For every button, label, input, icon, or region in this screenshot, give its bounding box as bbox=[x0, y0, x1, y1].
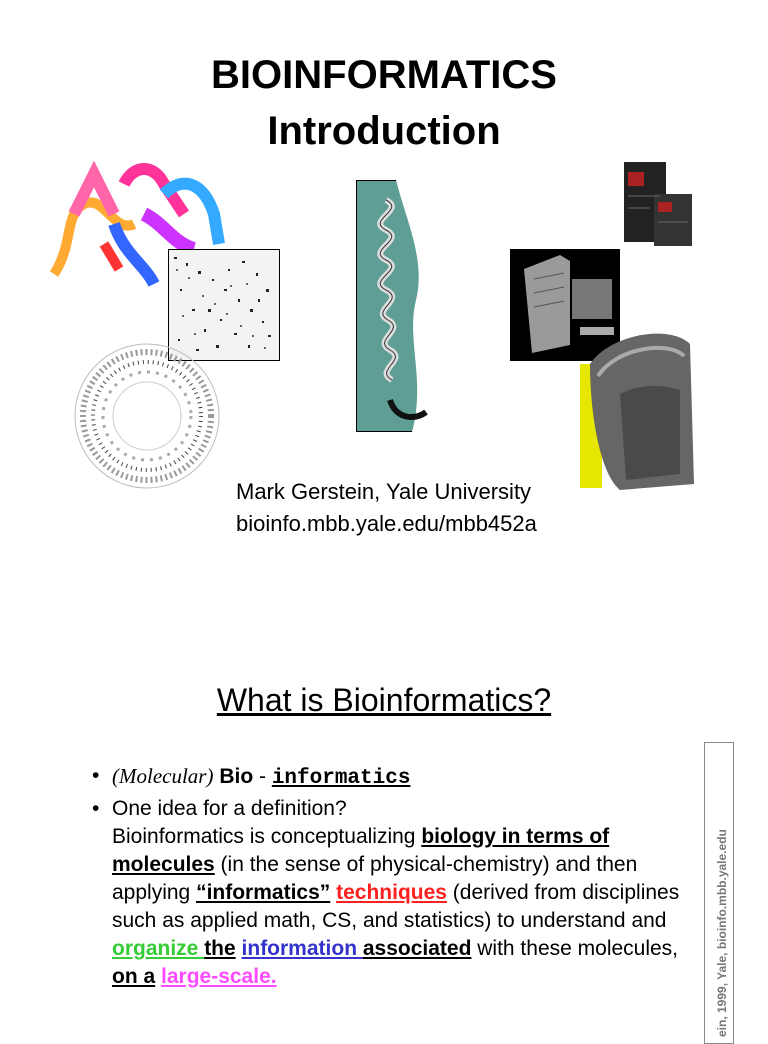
bullet-item bbox=[92, 795, 682, 991]
slide-heading: What is Bioinformatics? bbox=[216, 682, 552, 718]
definition-question: One idea for a definition? bbox=[112, 797, 347, 820]
bullet-icon: • bbox=[92, 764, 100, 787]
molecular-label: (Molecular) bbox=[112, 764, 214, 788]
side-credit-box bbox=[704, 742, 734, 1044]
dash-label: - bbox=[253, 765, 272, 788]
dna-helix-image bbox=[356, 180, 436, 432]
supercomputer-image bbox=[580, 324, 696, 492]
bullet-icon: • bbox=[92, 797, 100, 820]
genome-map-image bbox=[62, 340, 232, 492]
author-name: Mark Gerstein, Yale University bbox=[236, 479, 532, 504]
informatics-label: informatics bbox=[271, 767, 411, 790]
slide-title: BIOINFORMATICS bbox=[211, 53, 557, 97]
author-block bbox=[236, 476, 537, 540]
slide-subtitle: Introduction bbox=[267, 109, 501, 153]
bullet-item bbox=[92, 762, 682, 793]
server-rack-image bbox=[622, 162, 694, 246]
definition-text: Bioinformatics is conceptualizing biology in terms of molecules (in the sense of physical-chemistry) and then applying “informatics” techniques (derived from disciplines such as applied math, CS, and statistics) to understand and organize the information associated with these molecules, on a large-scale. bbox=[112, 825, 680, 988]
bullet-list bbox=[92, 762, 682, 991]
bio-label: Bio bbox=[219, 765, 254, 788]
side-credit: ein, 1999, Yale, bioinfo.mbb.yale.edu bbox=[715, 829, 729, 1037]
course-url: bioinfo.mbb.yale.edu/mbb452a bbox=[236, 511, 537, 536]
